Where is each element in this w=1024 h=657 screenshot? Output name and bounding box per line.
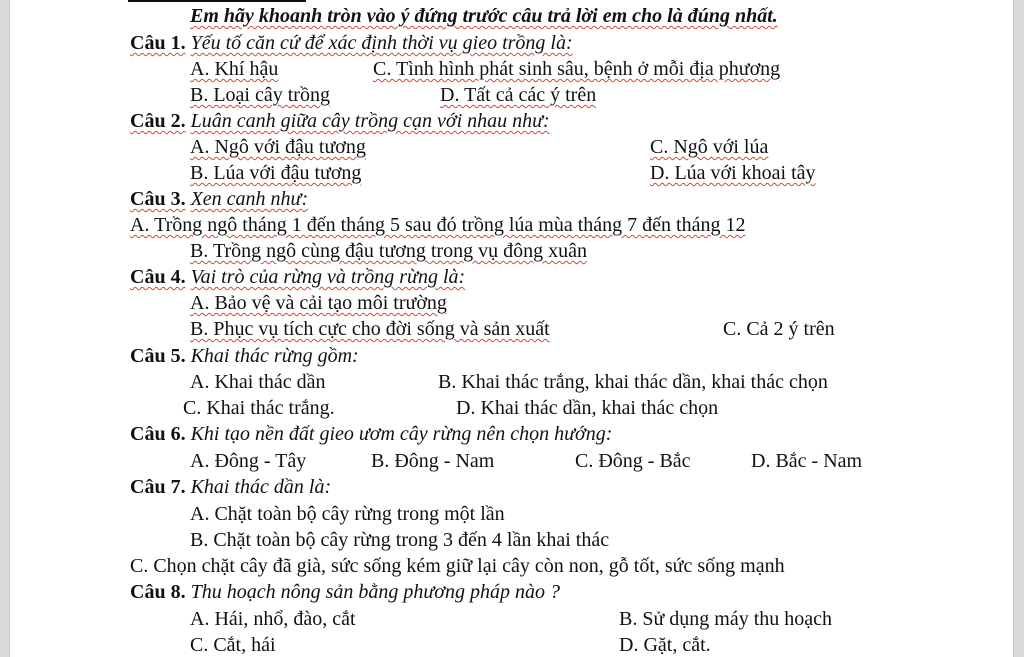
option-4a: A. Bảo vệ và cải tạo môi trường	[190, 292, 447, 314]
question-text: Luân canh giữa cây trồng cạn với nhau như:	[190, 110, 550, 132]
question-number: Câu 4.	[130, 266, 186, 288]
question-number: Câu 7.	[130, 476, 186, 498]
question-number: Câu 1.	[130, 32, 186, 54]
question-number: Câu 2.	[130, 110, 186, 132]
option-2c: C. Ngô với lúa	[650, 136, 769, 158]
option-3b: B. Trồng ngô cùng đậu tương trong vụ đông xuân	[190, 240, 587, 262]
option-4b: B. Phục vụ tích cực cho đời sống và sản xuất	[190, 318, 550, 340]
option-1b: B. Loại cây trồng	[190, 84, 330, 106]
question-1	[130, 30, 573, 56]
option-5d: D. Khai thác dần, khai thác chọn	[456, 397, 719, 419]
option-1d: D. Tất cả các ý trên	[440, 84, 597, 106]
option-5c: C. Khai thác trắng.	[183, 397, 335, 419]
option-1c: C. Tình hình phát sinh sâu, bệnh ở mỗi địa phương	[373, 58, 781, 80]
question-number: Câu 3.	[130, 188, 186, 210]
option-2a: A. Ngô với đậu tương	[190, 136, 366, 158]
instruction-title: Em hãy khoanh tròn vào ý đứng trước câu trả lời em cho là đúng nhất.	[190, 5, 778, 27]
question-text: Khai thác dần là:	[190, 476, 332, 498]
option-7a: A. Chặt toàn bộ cây rừng trong một lần	[190, 503, 505, 525]
option-1a: A. Khí hậu	[190, 58, 279, 80]
option-8c: C. Cắt, hái	[190, 634, 276, 656]
question-text: Khai thác rừng gồm:	[190, 345, 359, 367]
option-7b: B. Chặt toàn bộ cây rừng trong 3 đến 4 lần khai thác	[190, 529, 610, 551]
question-number: Câu 5.	[130, 345, 186, 367]
option-8b: B. Sử dụng máy thu hoạch	[619, 608, 833, 630]
option-5a: A. Khai thác dần	[190, 371, 326, 393]
option-2d: D. Lúa với khoai tây	[650, 162, 816, 184]
question-7	[130, 474, 331, 500]
document-page	[9, 0, 1014, 657]
question-text: Khi tạo nền đất gieo ươm cây rừng nên chọn hướng:	[190, 423, 613, 445]
option-6d: D. Bắc - Nam	[751, 450, 863, 472]
option-5b: B. Khai thác trắng, khai thác dần, khai thác chọn	[438, 371, 828, 393]
question-8	[130, 579, 560, 605]
option-6c: C. Đông - Bắc	[575, 450, 691, 472]
option-6a: A. Đông - Tây	[190, 450, 307, 472]
option-4c: C. Cả 2 ý trên	[723, 318, 835, 340]
top-rule	[128, 0, 306, 2]
question-2	[130, 108, 550, 134]
question-text: Xen canh như:	[190, 188, 309, 210]
question-5	[130, 343, 359, 369]
question-text: Vai trò của rừng và trồng rừng là:	[190, 266, 466, 288]
question-4	[130, 264, 465, 290]
option-2b: B. Lúa với đậu tương	[190, 162, 362, 184]
option-8d: D. Gặt, cắt.	[619, 634, 711, 656]
option-8a: A. Hái, nhổ, đào, cắt	[190, 608, 356, 630]
question-text: Yếu tố căn cứ để xác định thời vụ gieo trồng là:	[190, 32, 573, 54]
question-number: Câu 8.	[130, 581, 186, 603]
question-text: Thu hoạch nông sản bằng phương pháp nào ?	[190, 581, 560, 603]
option-7c: C. Chọn chặt cây đã già, sức sống kém giữ lại cây còn non, gỗ tốt, sức sống mạnh	[130, 555, 785, 577]
option-6b: B. Đông - Nam	[371, 450, 495, 472]
question-6	[130, 421, 612, 447]
question-3	[130, 186, 308, 212]
option-3a: A. Trồng ngô tháng 1 đến tháng 5 sau đó trồng lúa mùa tháng 7 đến tháng 12	[130, 214, 746, 236]
question-number: Câu 6.	[130, 423, 186, 445]
